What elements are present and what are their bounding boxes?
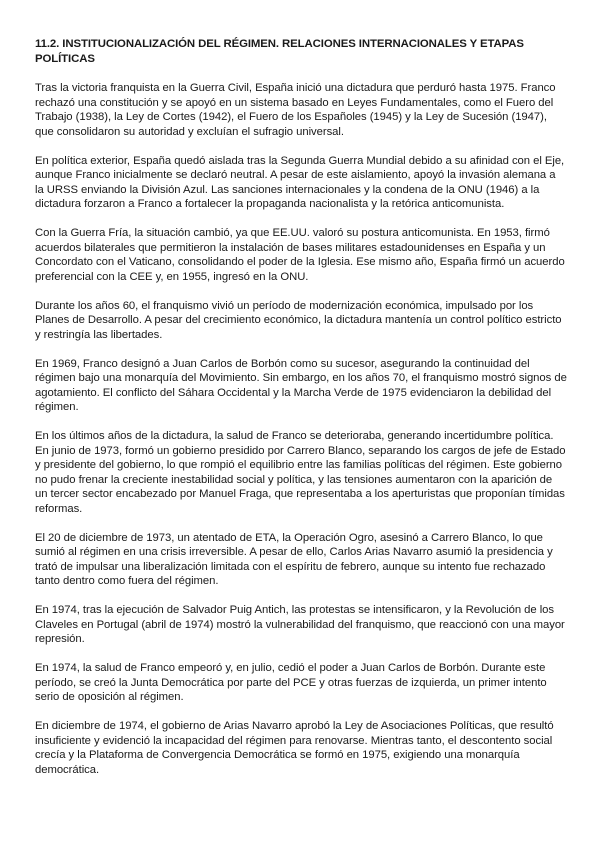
paragraph-victoria-franquista: Tras la victoria franquista en la Guerra Civil, España inició una dictadura que perduró hasta 1975. Franco rechazó una constitución y se apoyó en un sistema basado en Leyes Fundamentales, como el Fuero del Trabajo (1938), la Ley de Cortes (1942), el Fuero de los Españoles (1945) y la Ley de Sucesión (1947), que consolidaron su autoridad y excluían el sufragio universal. [35,82,556,138]
paragraph-guerra-fria: Con la Guerra Fría, la situación cambió, ya que EE.UU. valoró su postura anticomunista. En 1953, firmó acuerdos bilaterales que permitieron la instalación de bases militares estadounidenses en España y un Concordato con el Vaticano, consolidando el poder de la Iglesia. Ese mismo año, España firmó un acuerdo preferencial con la CEE y, en 1955, ingresó en la ONU. [35,227,565,283]
paragraph-junta-democratica: En 1974, la salud de Franco empeoró y, en julio, cedió el poder a Juan Carlos de Borbón. Durante este período, se creó la Junta Democrática por parte del PCE y otras fuerzas de izquierda, un primer intento serio de oposición al régimen. [35,662,547,703]
paragraph-ultimos-anos: En los últimos años de la dictadura, la salud de Franco se deterioraba, generando incertidumbre política. En junio de 1973, formó un gobierno presidido por Carrero Blanco, separando los cargos de jefe de Estado y presidente del gobierno, lo que rompió el equilibrio entre las familias políticas del régimen. Este gobierno no pudo frenar la creciente inestabilidad social y política, y las tensiones aumentaron con la aparición de un tercer sector encabezado por Manuel Fraga, que representaba a los aperturistas que proponían tímidas reformas. [35,430,566,515]
document-page [35,37,567,792]
paragraph-anos-60: Durante los años 60, el franquismo vivió un período de modernización económica, impulsado por los Planes de Desarrollo. A pesar del crecimiento económico, la dictadura mantenía un control político estricto y restringía las libertades. [35,299,562,341]
paragraph-ley-asociaciones: En diciembre de 1974, el gobierno de Arias Navarro aprobó la Ley de Asociaciones Políticas, que resultó insuficiente y evidenció la incapacidad del régimen para renovarse. Mientras tanto, el descontento social crecía y la Plataforma de Convergencia Democrática se formó en 1975, exigiendo una monarquía democrática. [35,720,554,776]
paragraph-puig-antich: En 1974, tras la ejecución de Salvador Puig Antich, las protestas se intensificaron, y la Revolución de los Claveles en Portugal (abril de 1974) mostró la vulnerabilidad del franquismo, que reaccionó con una mayor represión. [35,604,565,645]
paragraph-operacion-ogro: El 20 de diciembre de 1973, un atentado de ETA, la Operación Ogro, asesinó a Carrero Blanco, lo que sumió al régimen en una crisis irreversible. A pesar de ello, Carlos Arias Navarro asumió la presidencia y trató de impulsar una liberalización limitada con el espíritu de febrero, aunque su intento fue rechazado tanto dentro como fuera del régimen. [35,531,553,587]
document-title: 11.2. INSTITUCIONALIZACIÓN DEL RÉGIMEN. RELACIONES INTERNACIONALES Y ETAPAS POLÍTICAS [35,38,524,65]
paragraph-sucesor-1969: En 1969, Franco designó a Juan Carlos de Borbón como su sucesor, asegurando la continuidad del régimen bajo una monarquía del Movimiento. Sin embargo, en los años 70, el franquismo mostró signos de agotamiento. El conflicto del Sáhara Occidental y la Marcha Verde de 1975 evidenciaron la debilidad del régimen. [35,357,567,413]
paragraph-politica-exterior: En política exterior, España quedó aislada tras la Segunda Guerra Mundial debido a su afinidad con el Eje, aunque Franco inicialmente se declaró neutral. A pesar de este aislamiento, apoyó la invasión alemana a la URSS enviando la División Azul. Las sanciones internacionales y la condena de la ONU (1946) a la dictadura forzaron a Franco a fortalecer la propaganda nacionalista y la retórica anticomunista. [35,154,565,210]
